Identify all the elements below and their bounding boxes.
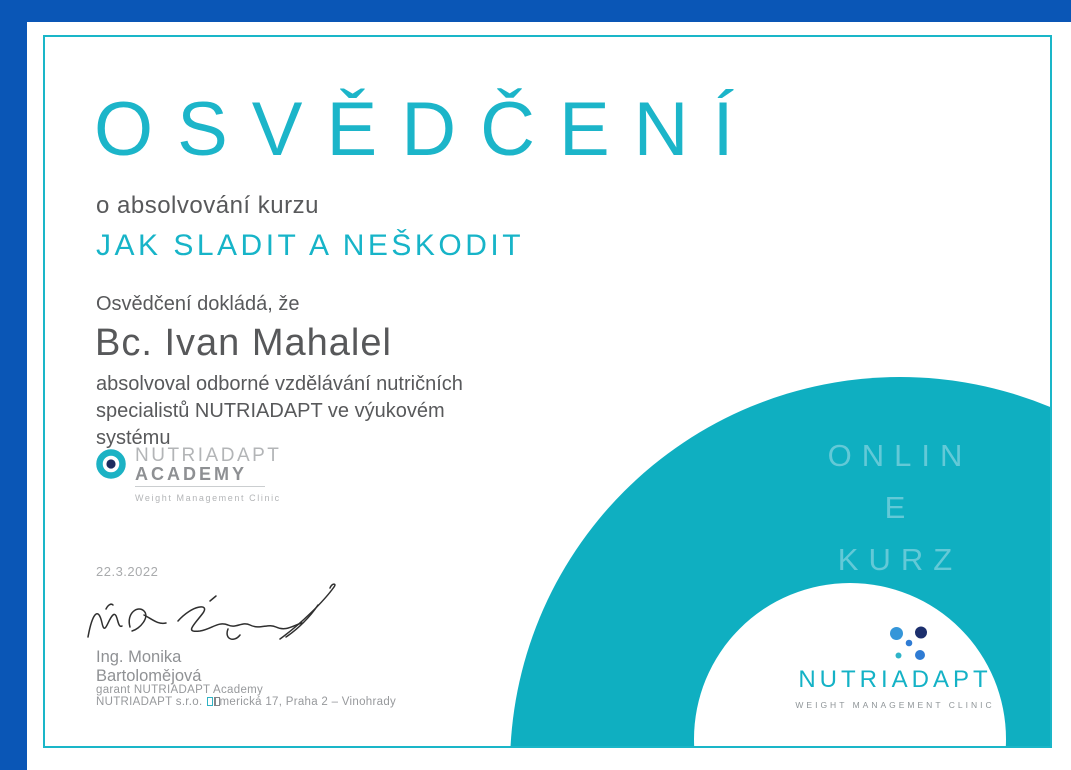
certificate-title: OSVĚDČENÍ xyxy=(94,87,758,172)
footer-brand: NUTRIADAPT xyxy=(798,666,992,693)
company-street: merická 17, Praha 2 – Vinohrady xyxy=(219,696,397,708)
badge-line: KURZ xyxy=(837,542,963,577)
recipient-name: Bc. Ivan Mahalel xyxy=(95,322,392,364)
academy-brand: NUTRIADAPT xyxy=(135,445,282,466)
statement-body xyxy=(96,371,536,452)
badge-line: E xyxy=(884,490,916,525)
signature-image xyxy=(82,579,372,657)
academy-logo xyxy=(95,447,281,503)
course-subtitle: o absolvování kurzu xyxy=(96,192,319,219)
issue-date: 22.3.2022 xyxy=(96,564,159,579)
signer-role: garant NUTRIADAPT Academy xyxy=(96,684,264,696)
statement-intro: Osvědčení dokládá, že xyxy=(96,293,300,315)
signer-name xyxy=(96,648,201,686)
course-title: JAK SLADIT A NEŠKODIT xyxy=(96,229,525,262)
statement-body-line: specialistů NUTRIADAPT ve výukovém xyxy=(96,400,445,422)
company-name: NUTRIADAPT s.r.o. xyxy=(96,696,203,708)
online-kurz-badge xyxy=(780,430,1020,586)
academy-division: ACADEMY xyxy=(135,464,248,484)
signer-name-line: Bartolomějová xyxy=(96,667,202,685)
badge-line: ONLIN xyxy=(827,438,973,473)
footer-tagline: WEIGHT MANAGEMENT CLINIC xyxy=(795,700,995,710)
academy-tagline: Weight Management Clinic xyxy=(135,493,281,503)
company-address xyxy=(96,696,396,708)
statement-body-line: absolvoval odborné vzdělávání nutričních xyxy=(96,373,463,395)
logo-dots-icon xyxy=(884,620,932,664)
statement-body-line: systému xyxy=(96,427,171,449)
missing-glyph-icon xyxy=(207,697,213,706)
academy-bullseye-icon xyxy=(95,447,127,479)
academy-divider xyxy=(135,486,265,487)
signer-name-line: Ing. Monika xyxy=(96,648,182,666)
